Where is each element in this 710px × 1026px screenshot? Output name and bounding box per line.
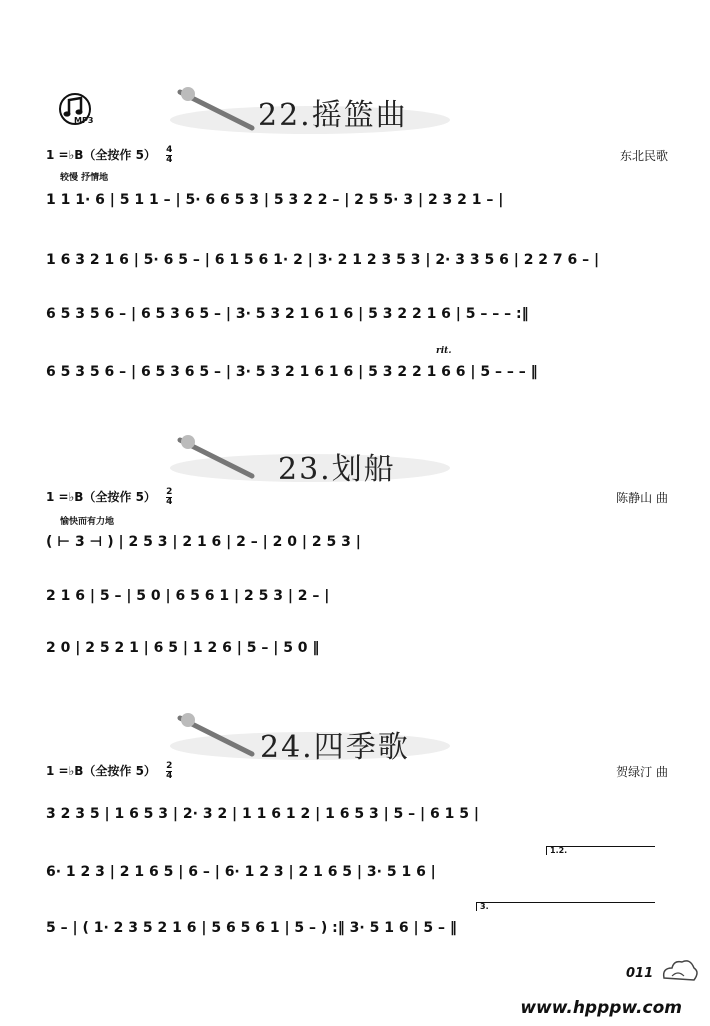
score-line: 6· 1 2 3 | 2 1 6 5 | 6 – | 6· 1 2 3 | 2 1 6 5 | 3· 5 1 6 | — [46, 864, 436, 880]
title-banner-23 — [160, 428, 460, 488]
score-line: 1 1 1· 6 | 5 1 1 – | 5· 6 6 5 3 | 5 3 2 2 – | 2 5 5· 3 | 2 3 2 1 – | — [46, 192, 504, 208]
score-line: 5 – | ( 1· 2 3 5 2 1 6 | 5 6 5 6 1 | 5 – ) :‖ 3· 5 1 6 | 5 – ‖ — [46, 920, 457, 936]
song-title-22: 22.摇篮曲 — [258, 98, 408, 133]
tempo-marking-23: 愉快而有力地 — [60, 517, 115, 527]
score-line: 6 5 3 5 6 – | 6 5 3 6 5 – | 3· 5 3 2 1 6 1 6 | 5 3 2 2 1 6 6 | 5 – – – ‖ — [46, 364, 538, 380]
composer-22: 东北民歌 — [619, 149, 668, 163]
song-title-24: 24.四季歌 — [260, 730, 410, 765]
volta-bracket-1: 1.2. — [546, 846, 655, 855]
time-signature-22: $\frac{4}{4}$ — [166, 145, 173, 165]
key-signature-23: 1 =♭B（全按作 5） $\frac{2}{4}$ — [46, 487, 173, 507]
time-signature-24: $\frac{2}{4}$ — [166, 761, 173, 781]
score-line: ( ⊢ 3 ⊣ ) | 2 5 3 | 2 1 6 | 2 – | 2 0 | 2 5 3 | — [46, 534, 361, 550]
score-line: 2 1 6 | 5 – | 5 0 | 6 5 6 1 | 2 5 3 | 2 – | — [46, 588, 330, 604]
title-banner-24 — [160, 706, 460, 766]
score-line: 6 5 3 5 6 – | 6 5 3 6 5 – | 3· 5 3 2 1 6 1 6 | 5 3 2 2 1 6 | 5 – – – :‖ — [46, 306, 529, 322]
mp3-label: MP3 — [74, 116, 94, 125]
page-number: 011 — [626, 966, 654, 981]
time-signature-23: $\frac{2}{4}$ — [166, 487, 173, 507]
tempo-marking-22: 较慢 抒情地 — [60, 173, 109, 183]
cloud-ornament-icon — [660, 956, 700, 986]
footer-url[interactable]: www.hpppw.com — [520, 998, 682, 1018]
composer-23: 陈静山 曲 — [616, 491, 668, 505]
ritardando-mark: rit. — [436, 346, 452, 356]
composer-24: 贺绿汀 曲 — [616, 765, 668, 779]
title-banner-22 — [160, 80, 460, 140]
volta-bracket-2: 3. — [476, 902, 655, 911]
song-title-23: 23.划船 — [278, 452, 396, 487]
key-signature-24: 1 =♭B（全按作 5） $\frac{2}{4}$ — [46, 761, 173, 781]
key-signature-22: 1 =♭B（全按作 5） $\frac{4}{4}$ — [46, 145, 173, 165]
score-line: 3 2 3 5 | 1 6 5 3 | 2· 3 2 | 1 1 6 1 2 | 1 6 5 3 | 5 – | 6 1 5 | — [46, 806, 479, 822]
score-line: 2 0 | 2 5 2 1 | 6 5 | 1 2 6 | 5 – | 5 0 ‖ — [46, 640, 320, 656]
score-line: 1 6 3 2 1 6 | 5· 6 5 – | 6 1 5 6 1· 2 | 3· 2 1 2 3 5 3 | 2· 3 3 5 6 | 2 2 7 6 – | — [46, 252, 600, 268]
